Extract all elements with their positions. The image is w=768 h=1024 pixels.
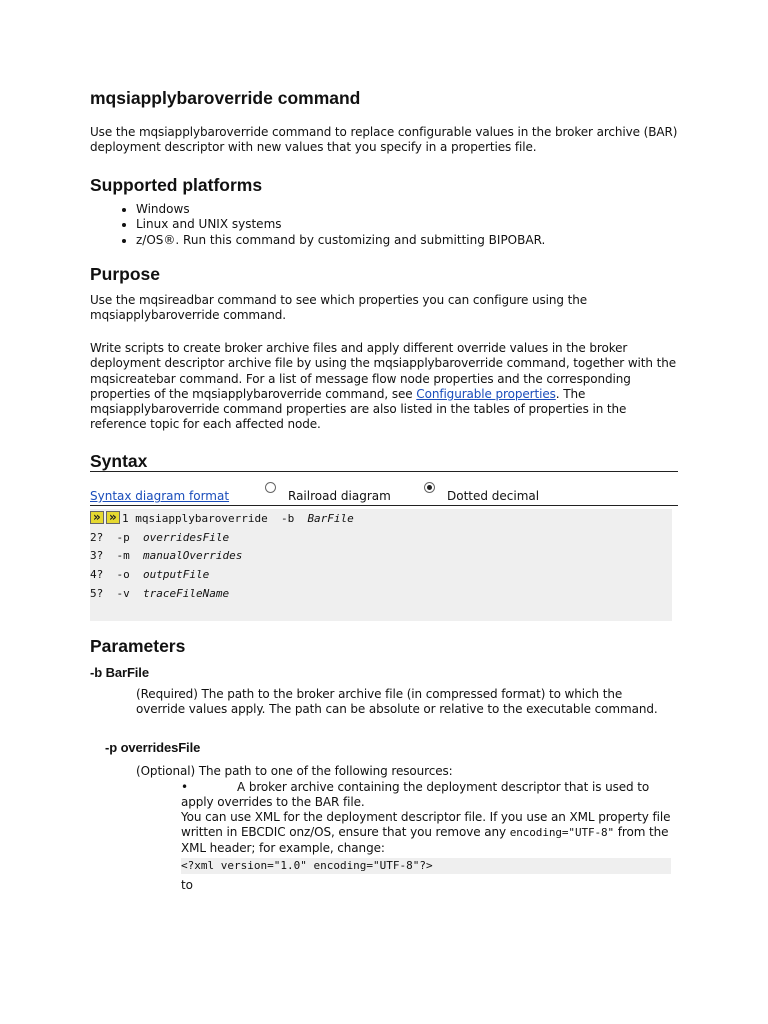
list-item: • Linux and UNIX systems — [136, 217, 545, 232]
purpose-paragraph-1: Use the mqsireadbar command to see which properties you can configure using the mqsiapplybaroverride command. — [90, 293, 588, 323]
xml-note-text: You can use XML for the deployment descriptor file. If you use an XML property file written in EBCDIC onz/OS, ensure that you remove any — [181, 810, 671, 840]
syntax-line — [90, 548, 242, 564]
railroad-radio[interactable] — [265, 482, 276, 493]
syntax-param: outputFile — [143, 568, 210, 581]
page-title: mqsiapplybaroverride command — [90, 88, 361, 108]
code-sample: <?xml version="1.0" encoding="UTF-8"?> — [181, 858, 671, 874]
syntax-param: manualOverrides — [143, 549, 243, 562]
syntax-flag: -o — [116, 568, 130, 581]
param-desc-barfile: (Required) The path to the broker archive file (in compressed format) to which the override values apply. The path can be absolute or relative to the executable command. — [136, 687, 658, 717]
purpose-heading: Purpose — [90, 264, 161, 284]
xml-note-text-after: from the XML header; for example, change: — [181, 825, 669, 855]
intro-paragraph: Use the mqsiapplybaroverride command to replace configurable values in the broker archive (BAR) deployment descriptor with new values that you specify in a properties file. — [90, 125, 678, 155]
param-term-overridesfile: -p overridesFile — [105, 740, 201, 755]
syntax-divider-bottom — [90, 505, 678, 506]
syntax-diagram — [90, 509, 672, 621]
syntax-number: 1 — [122, 512, 129, 525]
parameters-heading: Parameters — [90, 636, 186, 656]
to-text: to — [181, 878, 193, 892]
railroad-label: Railroad diagram — [288, 489, 391, 503]
resource-bullet — [181, 780, 671, 811]
dotted-decimal-label: Dotted decimal — [447, 489, 540, 503]
syntax-line — [90, 530, 229, 546]
syntax-heading: Syntax — [90, 451, 148, 471]
purpose-text-after: . The mqsiapplybaroverride command properties are also listed in the tables of properties in the reference topic for each affected node. — [90, 386, 627, 432]
double-arrow-icon — [106, 511, 120, 524]
purpose-text-before: Write scripts to create broker archive files and apply different override values in the broker deployment descriptor archive file by using the mqsiapplybaroverride command, together with the mqsicreatebar command. For a list of message flow node properties and the corresponding properties of the mqsiapplybaroverride command, see — [90, 341, 677, 401]
syntax-param: overridesFile — [143, 531, 230, 544]
param-term-barfile: -b BarFile — [90, 665, 149, 680]
syntax-number: 5? — [90, 587, 104, 600]
double-arrow-icon — [90, 511, 104, 524]
syntax-flag: -v — [116, 587, 130, 600]
syntax-command: mqsiapplybaroverride -b — [135, 512, 308, 525]
syntax-number: 4? — [90, 568, 104, 581]
dotted-decimal-radio[interactable] — [424, 482, 435, 493]
configurable-properties-link[interactable]: Configurable properties — [416, 386, 556, 401]
syntax-number: 2? — [90, 531, 104, 544]
syntax-line — [90, 511, 354, 527]
syntax-diagram-format-link[interactable]: Syntax diagram format — [90, 489, 230, 503]
param-desc-overridesfile: (Optional) The path to one of the following resources: — [136, 764, 453, 778]
syntax-number: 3? — [90, 549, 104, 562]
syntax-flag: -p — [116, 531, 130, 544]
xml-note — [181, 810, 671, 856]
syntax-line — [90, 567, 209, 583]
xml-inline-code: encoding="UTF-8" — [509, 826, 615, 840]
bullet-text: A broker archive containing the deployment descriptor that is used to apply overrides to the BAR file. — [181, 780, 650, 810]
list-item: • Windows — [136, 202, 545, 217]
list-item: • z/OS®. Run this command by customizing and submitting BIPOBAR. — [136, 233, 545, 248]
syntax-line — [90, 586, 229, 602]
syntax-param: BarFile — [307, 512, 354, 525]
syntax-param: traceFileName — [143, 587, 230, 600]
syntax-divider-top — [90, 471, 678, 472]
bullet-marker: • — [181, 780, 188, 794]
syntax-flag: -m — [116, 549, 130, 562]
syntax-format-bar — [90, 489, 678, 505]
platforms-heading: Supported platforms — [90, 175, 263, 195]
platforms-list — [90, 202, 545, 248]
purpose-paragraph-2 — [90, 341, 680, 433]
